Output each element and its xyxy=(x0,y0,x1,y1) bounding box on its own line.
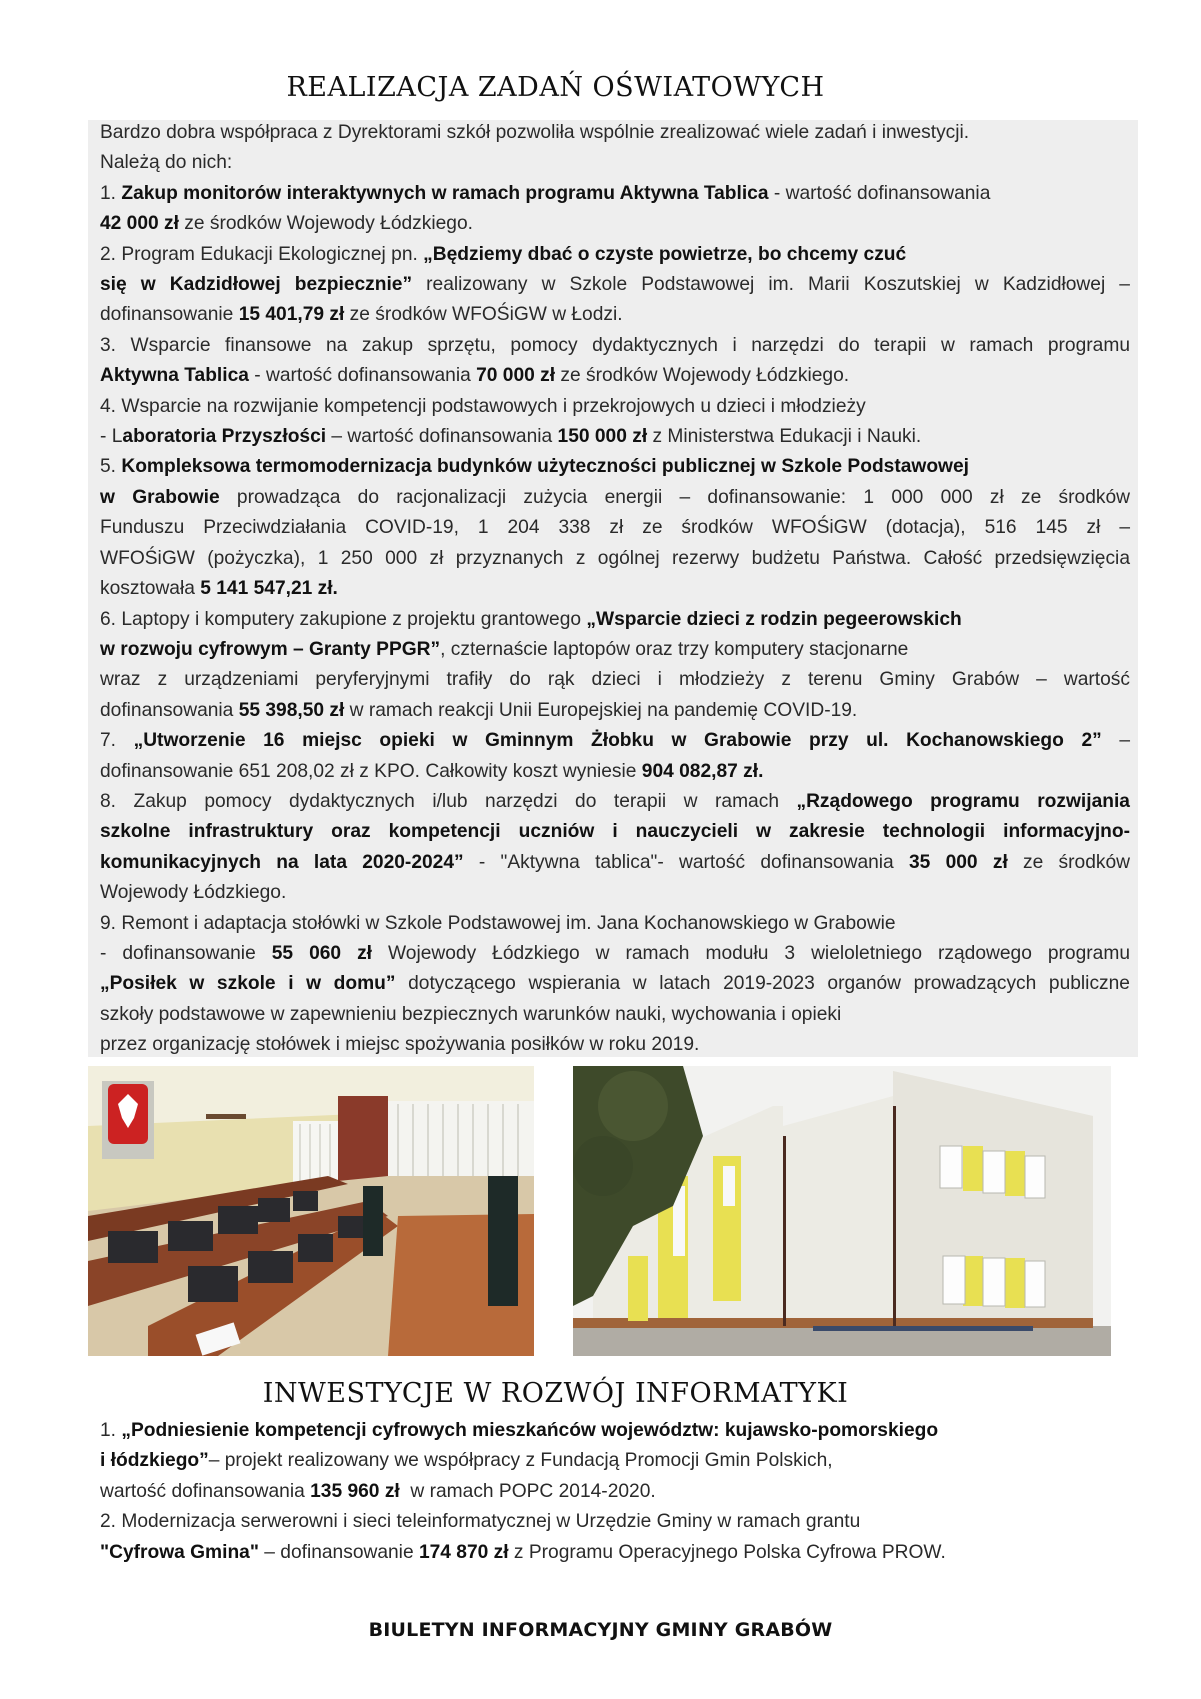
classroom-photo xyxy=(88,1066,534,1356)
school-building-photo xyxy=(573,1066,1111,1356)
item-2: 2. Program Edukacji Ekologicznej pn. „Będziemy dbać o czyste powietrze, bo chcemy czuć xyxy=(100,243,907,265)
item-9: 9. Remont i adaptacja stołówki w Szkole Podstawowej im. Jana Kochanowskiego w Grabowie xyxy=(100,912,896,934)
item-8: 8. Zakup pomocy dydaktycznych i/lub narzędzi do terapii w ramach „Rządowego programu rozwijania xyxy=(100,790,1130,812)
item-3: 3. Wsparcie finansowe na zakup sprzętu, pomocy dydaktycznych i narzędzi do terapii w ramach programu xyxy=(100,334,1130,356)
footer-bulletin-name: BIULETYN INFORMACYJNY GMINY GRABÓW xyxy=(368,1619,833,1641)
classroom-image xyxy=(88,1066,534,1356)
item-1: 1. Zakup monitorów interaktywnych w ramach programu Aktywna Tablica - wartość dofinansowania xyxy=(100,182,991,204)
it-item-1: 1. „Podniesienie kompetencji cyfrowych mieszkańców województw: kujawsko-pomorskiego xyxy=(100,1420,939,1441)
education-text: Bardzo dobra współpraca z Dyrektorami szkół pozwoliła wspólnie zrealizować wiele zadań i inwestycji. Należą do nich: 1. Zakup monitorów interaktywnych w ramach programu Aktywna Tablica - wartość dofinansowania 42 000 zł ze środków Wojewody Łódzkiego. 2. Program Edukacji Ekologicznej pn. „Będziemy dbać o czyste powietrze, bo chcemy czuć się w Kadzidłowej bezpiecznie” realizowany w Szkole Podstawowej im. Marii Koszutskiej w Kadzidłowej – dofinansowanie 15 401,79 zł ze środków WFOŚiGW w Łodzi. 3. Wsparcie finansowe na zakup sprzętu, pomocy dydaktycznych i narzędzi do terapii w ramach programu Aktywna Tablica - wartość dofinansowania 70 000 zł ze środków Wojewody Łódzkiego. 4. Wsparcie na rozwijanie kompetencji podstawowych i przekrojowych u dzieci i młodzieży - Laboratoria Przyszłości – wartość dofinansowania 150 000 zł z Ministerstwa Edukacji i Nauki. 5. Kompleksowa termomodernizacja budynków użyteczności publicznej w Szkole Podstawowej w Grabowie prowadząca do racjonalizacji zużycia energii – dofinansowanie: 1 000 000 zł ze środków Funduszu Przeciwdziałania COVID-19, 1 204 338 zł ze środków WFOŚiGW (dotacja), 516 145 zł – WFOŚiGW (pożyczka), 1 250 000 zł przyznanych z ogólnej rezerwy budżetu Państwa. Całość przedsięwzięcia kosztowała 5 141 547,21 zł. 6. Laptopy i komputery zakupione z projektu grantowego „Wsparcie dzieci z rodzin pegeerowskich w rozwoju cyfrowym – Granty PPGR”, czternaście laptopów oraz trzy komputery stacjonarne wraz z urządzeniami peryferyjnymi trafiły do rąk dzieci i młodzieży z terenu Gminy Grabów – wartość dofinansowania 55 398,50 zł w ramach reakcji Unii Europejskiej na pandemię COVID-19. 7. „Utworzenie 16 miejsc opieki w Gminnym Żłobku w Grabowie przy ul. Kochanowskiego 2” – dofinansowanie 651 208,02 zł z KPO. Całkowity koszt wyniesie 904 082,87 zł. 8. Zakup pomocy dydaktycznych i/lub narzędzi do terapii w ramach „Rządowego programu rozwijania szkolne infrastruktury oraz kompetencji uczniów i nauczycieli w zakresie technologii informacyjno- komunikacyjnych na lata 2020-2024” - "Aktywna tablica"- wartość dofinansowania 35 000 zł ze środków Wojewody Łódzkiego. 9. Remont i adaptacja stołówki w Szkole Podstawowej im. Jana Kochanowskiego w Grabowie - dofinansowanie 55 060 zł Wojewody Łódzkiego w ramach modułu 3 wieloletniego rządowego programu „Posiłek w szkole i w domu” dotyczącego wspierania w latach 2019-2023 organów prowadzących publiczne szkoły podstawowe w zapewnieniu bezpiecznych warunków nauki, wychowania i opieki przez organizację stołówek i miejsc spożywania posiłków w roku 2019. xyxy=(100,118,1130,1061)
item-4: 4. Wsparcie na rozwijanie kompetencji podstawowych i przekrojowych u dzieci i młodzieży xyxy=(100,395,866,417)
it-item-2: 2. Modernizacja serwerowni i sieci teleinformatycznej w Urzędzie Gminy w ramach grantu xyxy=(100,1511,861,1533)
item-5: 5. Kompleksowa termomodernizacja budynków użyteczności publicznej w Szkole Podstawowej xyxy=(100,456,969,478)
item-6: 6. Laptopy i komputery zakupione z projektu grantowego „Wsparcie dzieci z rodzin pegeerowskich xyxy=(100,608,962,630)
item-7: 7. „Utworzenie 16 miejsc opieki w Gminnym Żłobku w Grabowie przy ul. Kochanowskiego 2” – xyxy=(100,730,1130,752)
section-title-education: REALIZACJA ZADAŃ OŚWIATOWYCH xyxy=(286,72,825,103)
it-investments-text: 1. „Podniesienie kompetencji cyfrowych mieszkańców województw: kujawsko-pomorskiego i łódzkiego”– projekt realizowany we współpracy z Fundacją Promocji Gmin Polskich, wartość dofinansowania 135 960 zł w ramach POPC 2014-2020. 2. Modernizacja serwerowni i sieci teleinformatycznej w Urzędzie Gminy w ramach grantu "Cyfrowa Gmina" – dofinansowanie 174 870 zł z Programu Operacyjnego Polska Cyfrowa PROW. xyxy=(100,1416,1130,1568)
section-title-it: INWESTYCJE W ROZWÓJ INFORMATYKI xyxy=(262,1378,849,1409)
intro-line: Bardzo dobra współpraca z Dyrektorami szkół pozwoliła wspólnie zrealizować wiele zadań i inwestycji. xyxy=(100,122,970,143)
school-building-image xyxy=(573,1066,1111,1356)
intro-line: Należą do nich: xyxy=(100,152,233,174)
